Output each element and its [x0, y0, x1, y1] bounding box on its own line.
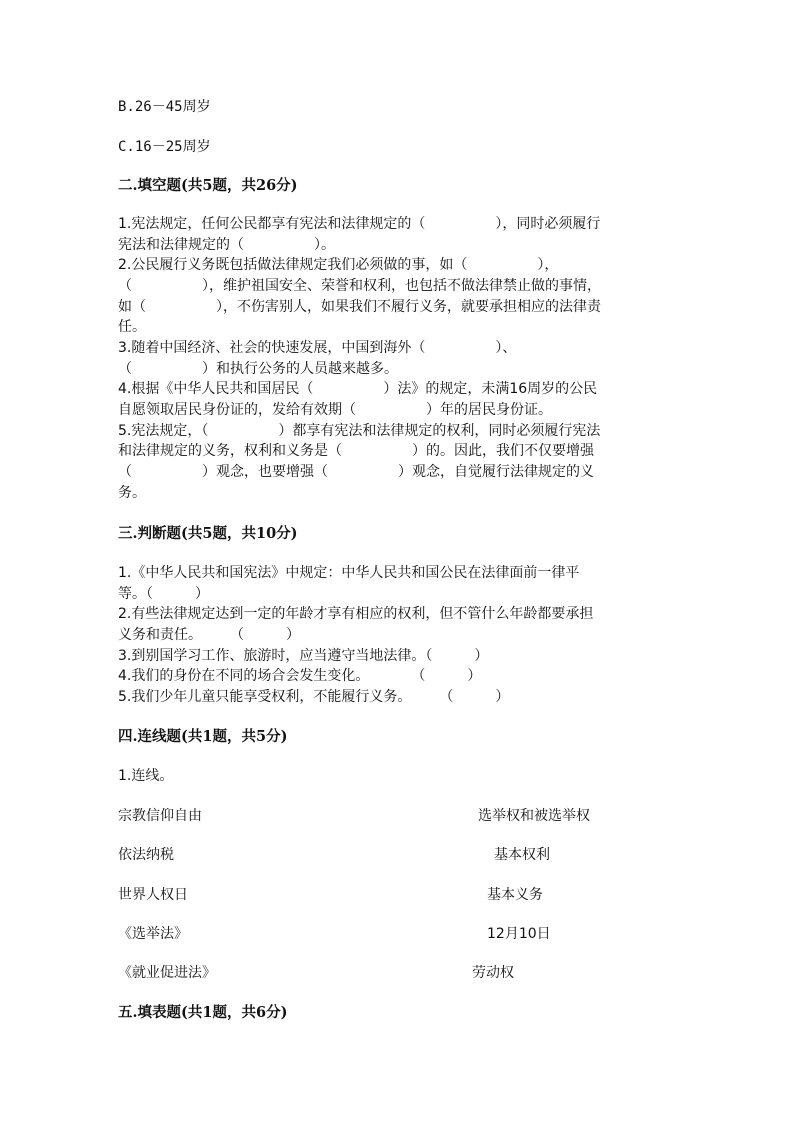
fill-line: 如（ ），不伤害别人，如果我们不履行义务，就要承担相应的法律责 — [118, 299, 601, 315]
fill-line: （ ）观念，也要增强（ ）观念，自觉履行法律规定的义 — [118, 464, 594, 480]
fill-line: 和法律规定的义务，权利和义务是（ ）的。因此，我们不仅要增强 — [118, 443, 594, 459]
fill-line: （ ）和执行公务的人员越来越多。 — [118, 361, 398, 377]
section-heading-match: 四.连线题(共1题，共5分) — [118, 728, 288, 745]
match-left-item[interactable]: 世界人权日 — [118, 887, 188, 903]
match-right-item[interactable]: 12月10日 — [487, 926, 551, 942]
section-heading-fill: 二.填空题(共5题，共26分) — [118, 177, 298, 194]
judge-line: 2.有些法律规定达到一定的年龄才享有相应的权利，但不管什么年龄都要承担 — [118, 606, 594, 622]
fill-line: 1.宪法规定，任何公民都享有宪法和法律规定的（ ），同时必须履行 — [118, 216, 601, 232]
match-left-item[interactable]: 《选举法》 — [118, 926, 188, 942]
match-right-item[interactable]: 基本权利 — [494, 847, 550, 863]
judge-line: 1.《中华人民共和国宪法》中规定：中华人民共和国公民在法律面前一律平 — [118, 565, 580, 581]
option-b: B.26－45周岁 — [118, 99, 211, 115]
match-right-item[interactable]: 劳动权 — [472, 965, 514, 981]
judge-line: 3.到别国学习工作、旅游时，应当遵守当地法律。（ ） — [118, 648, 489, 664]
fill-line: 任。 — [118, 319, 146, 335]
match-left-item[interactable]: 《就业促进法》 — [118, 965, 216, 981]
match-prompt: 1.连线。 — [118, 768, 174, 784]
judge-line: 义务和责任。 （ ） — [118, 627, 300, 643]
option-c: C.16－25周岁 — [118, 139, 211, 155]
fill-line: 宪法和法律规定的（ ）。 — [118, 237, 335, 253]
fill-line: 3.随着中国经济、社会的快速发展，中国到海外（ ）、 — [118, 340, 517, 356]
section-heading-judge: 三.判断题(共5题，共10分) — [118, 525, 298, 542]
fill-line: 4.根据《中华人民共和国居民（ ）法》的规定，未满16周岁的公民 — [118, 381, 598, 397]
judge-line: 4.我们的身份在不同的场合会发生变化。 （ ） — [118, 668, 482, 684]
fill-line: （ ），维护祖国安全、荣誉和权利，也包括不做法律禁止做的事情， — [118, 278, 601, 294]
match-right-item[interactable]: 选举权和被选举权 — [478, 808, 590, 824]
fill-line: 2.公民履行义务既包括做法律规定我们必须做的事，如（ ）， — [118, 257, 559, 273]
judge-line: 等。（ ） — [118, 586, 209, 602]
fill-line: 务。 — [118, 485, 146, 501]
section-heading-table: 五.填表题(共1题，共6分) — [118, 1004, 288, 1021]
match-right-item[interactable]: 基本义务 — [487, 887, 543, 903]
fill-line: 自愿领取居民身份证的，发给有效期（ ）年的居民身份证。 — [118, 402, 552, 418]
match-left-item[interactable]: 宗教信仰自由 — [118, 808, 202, 824]
judge-line: 5.我们少年儿童只能享受权利，不能履行义务。 （ ） — [118, 689, 510, 705]
match-left-item[interactable]: 依法纳税 — [118, 847, 174, 863]
fill-line: 5.宪法规定，（ ）都享有宪法和法律规定的权利，同时必须履行宪法 — [118, 423, 601, 439]
